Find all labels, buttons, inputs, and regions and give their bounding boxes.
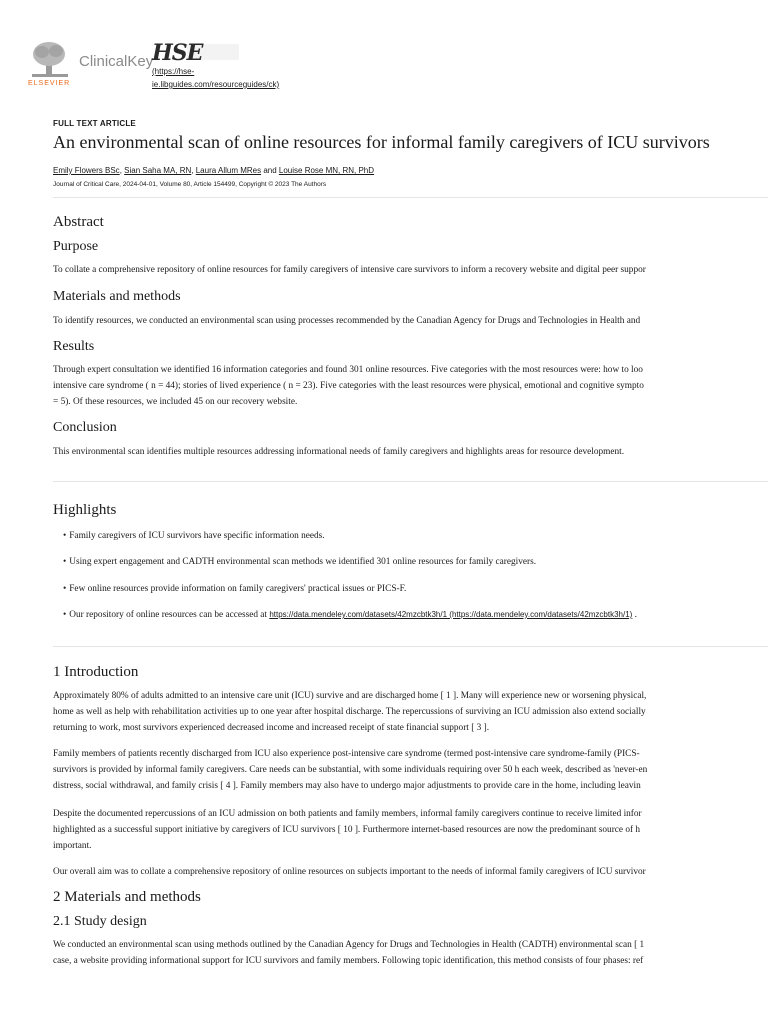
article-type: FULL TEXT ARTICLE	[53, 119, 136, 128]
purpose-text: To collate a comprehensive repository of online resources for family caregivers of intensive care survivors to inform a recovery website and digital peer suppor	[53, 265, 646, 275]
mendeley-dataset-link[interactable]: https://data.mendeley.com/datasets/42mzcbtk3h/1 (https://data.mendeley.com/datasets/42mzcbtk3h/1)	[269, 610, 633, 619]
citation-line: Journal of Critical Care, 2024-04-01, Volume 80, Article 154499, Copyright © 2023 The Authors	[53, 181, 327, 188]
bullet: •	[63, 584, 67, 594]
author-separator: and	[261, 166, 279, 175]
clinicalkey-logo[interactable]: ClinicalKey	[79, 53, 154, 70]
intro-paragraph: Family members of patients recently discharged from ICU also experience post-intensive care syndrome (termed post-intensive care syndrome-family (PICS- survivors is provided by informal family caregivers. Care needs can be substantial, with some individuals requiring over 50 h each week, described as 'never-en distress, social withdrawal, and family crisis [ 4 ]. Family members may also have to undergo major adjustments to provide care in the home, including leavin	[53, 749, 648, 791]
intro-paragraph: Approximately 80% of adults admitted to an intensive care unit (ICU) survive and are discharged home [ 1 ]. Many will experience new or worsening physical, home as well as help with rehabilitation activities up to one year after hospital discharge. The repercussions of surviving an ICU admission also extend socially returning to work, most survivors experienced decreased income and increased receipt of state financial support [ 3 ].	[53, 691, 647, 733]
purpose-heading: Purpose	[53, 239, 99, 254]
highlight-item: • Family caregivers of ICU survivors have specific information needs.	[63, 531, 325, 541]
conclusion-heading: Conclusion	[53, 420, 117, 435]
conclusion-text: This environmental scan identifies multiple resources addressing informational needs of family caregivers and highlights areas for resource development.	[53, 447, 625, 457]
author-separator: ,	[119, 166, 125, 175]
intro-paragraph: Our overall aim was to collate a comprehensive repository of online resources on subjects important to the needs of informal family caregivers of ICU survivor	[53, 867, 646, 877]
methods-heading: Materials and methods	[53, 289, 181, 304]
methods-text: To identify resources, we conducted an environmental scan using processes recommended by the Canadian Agency for Drugs and Technologies in Health and	[53, 316, 641, 326]
divider	[53, 481, 768, 482]
bullet: •	[63, 610, 67, 620]
divider	[53, 197, 768, 198]
results-text: Through expert consultation we identified 16 information categories and found 301 online resources. Five categories with the most resources were: how to loo intensive care syndrome ( n = 44); stories of lived experience ( n = 23). Five categories with the least resources were physical, emotional and cognitive sympto = 5). Of these resources, we included 45 on our recovery website.	[53, 365, 644, 407]
intro-paragraph: Despite the documented repercussions of an ICU admission on both patients and family members, informal family caregivers continue to receive limited infor highlighted as a successful support initiative by caregivers of ICU survivors [ 10 ]. Furthermore internet-based resources are now the predominant source of h important.	[53, 809, 642, 851]
author-link[interactable]: Emily Flowers BSc	[53, 166, 120, 175]
author-link[interactable]: Laura Allum MRes	[195, 166, 262, 175]
study-design-heading: 2.1 Study design	[53, 914, 147, 929]
author-link[interactable]: Louise Rose MN, RN, PhD	[278, 166, 375, 175]
introduction-heading: 1 Introduction	[53, 664, 139, 680]
methods-section-heading: 2 Materials and methods	[53, 889, 201, 905]
bullet: •	[63, 557, 67, 567]
study-design-paragraph: We conducted an environmental scan using methods outlined by the Canadian Agency for Drugs and Technologies in Health (CADTH) environmental scan [ 1 case, a website providing informational support for ICU survivors and family members. Following topic identification, this method consists of four phases: ref	[53, 940, 645, 966]
highlight-item: • Few online resources provide information on family caregivers' practical issues or PICS-F.	[63, 584, 407, 594]
author-separator: ,	[191, 166, 196, 175]
hse-libguides-link-cont[interactable]: ie.libguides.com/resourceguides/ck)	[152, 80, 280, 89]
hse-logo[interactable]: HSE	[152, 40, 203, 66]
bullet: •	[63, 531, 67, 541]
highlight-item: • Our repository of online resources can be accessed at https://data.mendeley.com/datasets/42mzcbtk3h/1 (https://data.mendeley.com/datasets/42mzcbtk3h/1) .	[63, 610, 637, 620]
results-heading: Results	[53, 339, 95, 354]
divider	[53, 646, 768, 647]
elsevier-wordmark: ELSEVIER	[28, 80, 71, 87]
author-link[interactable]: Sian Saha MA, RN	[124, 166, 192, 175]
abstract-heading: Abstract	[53, 214, 104, 230]
highlights-heading: Highlights	[53, 502, 117, 518]
author-list	[53, 166, 374, 175]
highlight-item: • Using expert engagement and CADTH environmental scan methods we identified 301 online resources for family caregivers.	[63, 557, 537, 567]
article-title: An environmental scan of online resources for informal family caregivers of ICU survivors	[53, 132, 710, 152]
hse-libguides-link[interactable]: (https://hse-	[152, 67, 195, 76]
